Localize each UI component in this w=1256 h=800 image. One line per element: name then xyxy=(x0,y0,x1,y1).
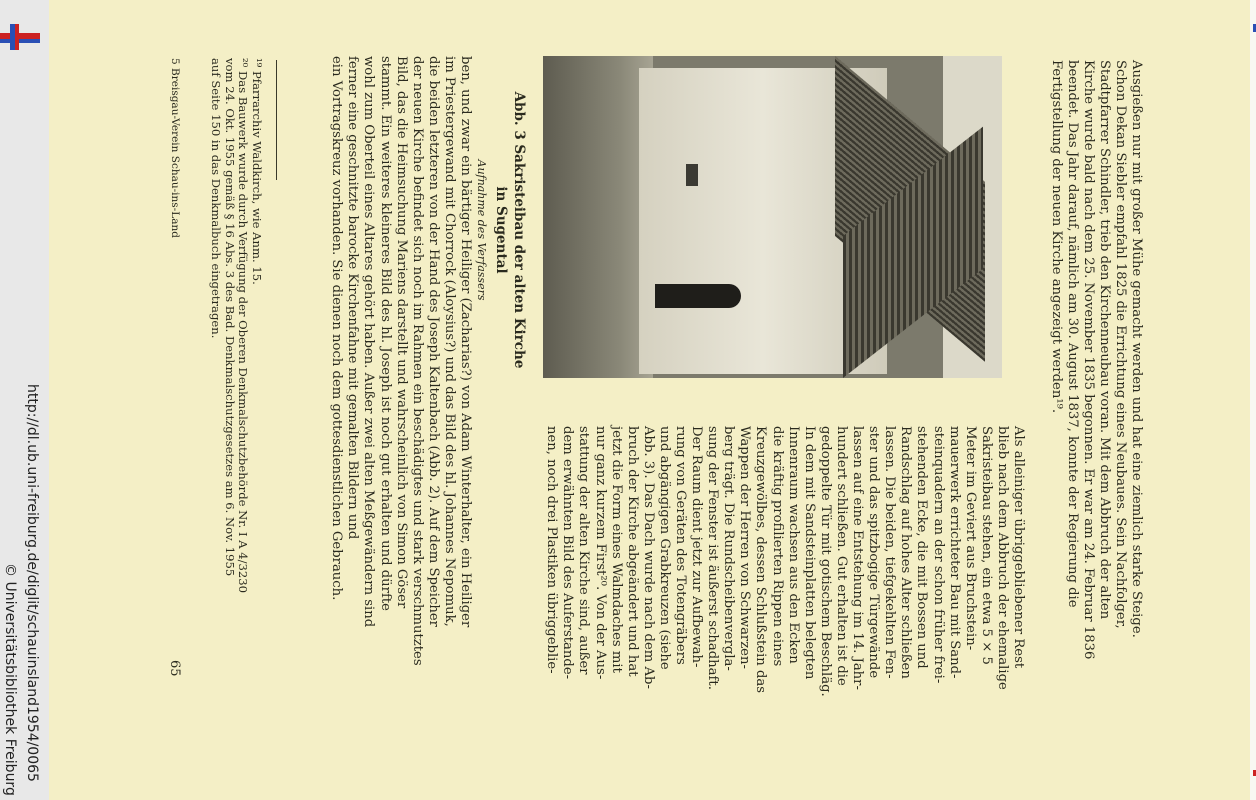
text-line: die kräftig profilierten Rippen eines xyxy=(769,426,785,667)
viewer-sidebar xyxy=(0,0,49,800)
text-line: mauerwerk errichteter Bau mit Sand- xyxy=(946,426,962,679)
text-line: Der Raum dient jetzt zur Aufbewah- xyxy=(689,426,705,668)
text-line: stattung der alten Kirche sind, außer xyxy=(576,426,592,675)
text-line: gedoppelte Tür mit gotischem Beschläg. xyxy=(817,426,833,697)
text-line: Kreuzgewölbes, dessen Schlußstein das xyxy=(753,426,769,694)
caption-line: Abb. 3 Sakristeibau der alten Kirche xyxy=(511,91,527,369)
text-line: Kirche wurde bald nach dem 25. November 1835 begonnen. Er war am 24. Februar 1836 xyxy=(1080,60,1096,660)
text-line: Schon Dekan Siebler empfahl 1825 die Errichtung eines Neubaues. Sein Nachfolger, xyxy=(1112,60,1128,629)
text-line: stammt. Ein weiteres kleineres Bild des hl. Joseph ist noch gut erhalten und dürfte xyxy=(377,56,393,611)
text-line: ben, und zwar ein bärtiger Heiliger (Zacharias?) von Adam Winterhalter, ein Heiliger xyxy=(458,56,473,628)
figure-caption xyxy=(475,90,528,370)
text-line: Randschlag auf hohes Alter schließen xyxy=(898,426,914,679)
text-line: steinquadern an der schon früher frei- xyxy=(930,426,946,684)
footnote-rule xyxy=(276,60,277,180)
text-line: ster und das spitzbogige Türgewände xyxy=(866,426,882,679)
page-footer: 5 Breisgau-Verein Schau-ins-Land xyxy=(169,58,181,238)
footnote-line: ²⁰ Das Bauwerk wurde durch Verfügung der Oberen Denkmalschutzbehörde Nr. I A 4/3230 xyxy=(236,58,251,594)
text-line: hundert schließen. Gut erhalten ist die xyxy=(833,426,849,686)
text-line: Meter im Geviert aus Bruchstein- xyxy=(962,426,978,651)
photo-niche xyxy=(686,164,698,186)
caption-line: in Sugental xyxy=(493,186,509,274)
page-edge xyxy=(1250,0,1256,800)
side-column-paragraph xyxy=(543,426,1026,697)
photo-window xyxy=(655,284,741,308)
text-line: ein Vortragskreuz vorhanden. Sie dienen noch dem gottesdienstlichen Gebrauch. xyxy=(329,56,345,601)
text-line: beendet. Das Jahr darauf, nämlich am 30. August 1837, konnte der Regierung die xyxy=(1064,60,1080,608)
text-line: der neuen Kirche befindet sich noch im Rahmen ein beschädigtes und stark verschmutztes xyxy=(409,56,425,666)
copyright-notice: © Universitätsbibliothek Freiburg xyxy=(2,563,18,796)
text-line: sung der Fenster ist äußerst schadhaft. xyxy=(705,426,721,690)
footnote-line: ¹⁹ Pfarrarchiv Waldkirch, wie Anm. 15. xyxy=(250,58,264,285)
text-line: dem erwähnten Bild des Auferstande- xyxy=(560,426,576,680)
footnotes xyxy=(209,58,263,593)
text-line: nen, noch drei Plastiken übriggeblie- xyxy=(544,426,560,674)
footnote-line: auf Seite 150 in das Denkmalbuch eingetragen. xyxy=(209,58,224,339)
university-logo-icon xyxy=(0,24,40,50)
text-line: und abgängigen Grabkreuzen (siehe xyxy=(656,426,672,670)
page-number: 65 xyxy=(167,660,182,677)
text-line: Bild, das die Heimsuchung Mariens darstellt und wahrscheinlich von Simon Göser xyxy=(393,56,409,609)
text-line: ferner eine geschnitzte barocke Kirchenfahne mit gemalten Bildern und xyxy=(345,56,361,540)
text-line: die beiden letzteren von der Hand des Joseph Kaltenbach (Abb. 2). Auf dem Speicher xyxy=(425,56,441,627)
text-line: Stadtpfarrer Schindler, trieb den Kirchenneubau voran. Mit dem Abbruch der alten xyxy=(1096,60,1112,620)
text-line: berg trägt. Die Rundscheibenvergla- xyxy=(721,426,737,671)
caption-title xyxy=(492,90,528,370)
text-line: In dem mit Sandsteinplatten belegten xyxy=(801,426,817,680)
footnote-line: vom 24. Okt. 1955 gemäß § 16 Abs. 3 des Bad. Denkmalschutzgesetzes am 6. Nov. 1955 xyxy=(222,58,237,577)
lower-paragraph xyxy=(328,56,473,666)
photo-ground xyxy=(543,56,653,378)
text-line: Als alleiniger übriggebliebener Rest xyxy=(1011,426,1026,669)
text-line: Abb. 3). Das Dach wurde nach dem Ab- xyxy=(640,426,656,689)
sacristy-photograph xyxy=(543,56,1002,378)
main-paragraph xyxy=(1047,60,1144,659)
text-line: im Priestergewand mit Chorrock (Aloysius?) und das Bild des hl. Johannes Nepomuk, xyxy=(441,56,457,627)
text-line: Innenraum wachsen aus den Ecken xyxy=(785,426,801,664)
text-line: Sakristeibau stehen, ein etwa 5 × 5 xyxy=(978,426,994,665)
text-line: blieb nach dem Abbruch der ehemalige xyxy=(994,426,1010,690)
text-line: jetzt die Form eines Walmdaches mit xyxy=(608,426,624,673)
text-line: rung von Geräten des Totengräbers xyxy=(673,426,689,665)
text-line: lassen. Die beiden, tiefgekehlten Fen- xyxy=(882,426,898,679)
text-line: nur ganz kurzem First²⁰. Von der Aus- xyxy=(592,426,608,680)
text-line: Wappen der Herren von Schwarzen- xyxy=(737,426,753,669)
document-url[interactable]: http://dl.ub.uni-freiburg.de/diglit/schauinsland1954/0065 xyxy=(24,384,40,782)
caption-credit: Aufnahme des Verfassers xyxy=(475,159,488,301)
text-line: stehenden Ecke, die mit Bossen und xyxy=(914,426,930,669)
text-line: Ausgießen nur mit großer Mühe gemacht werden und hat eine ziemlich starke Steige. xyxy=(1129,60,1144,638)
text-line: bruch der Kirche abgeändert und hat xyxy=(624,426,640,677)
text-line: Fertigstellung der neuen Kirche angezeigt werden¹⁹. xyxy=(1048,60,1064,414)
text-line: lassen auf eine Entstehung im 14. Jahr- xyxy=(850,426,866,690)
text-line: wohl zum Oberteil eines Altares gehört haben. Außer zwei alten Meßgewändern sind xyxy=(361,56,377,628)
